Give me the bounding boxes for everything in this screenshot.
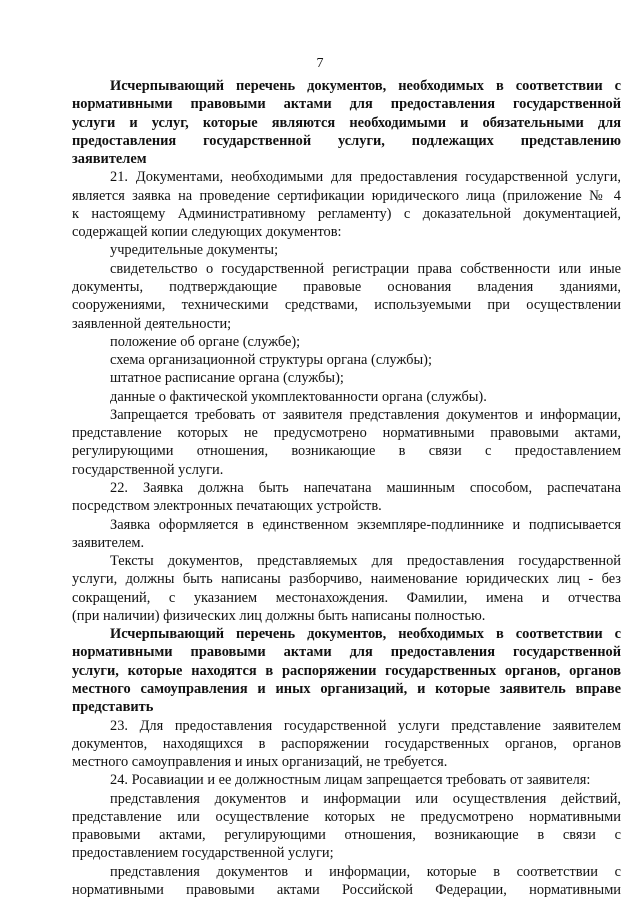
body-text-line: предоставлением государственной услуги; (72, 845, 334, 861)
heading-line: нормативными правовыми актами для предоставления государственной (72, 644, 621, 660)
body-text-line: услуги, должны быть написаны разборчиво, наименование юридических лиц - без (72, 571, 621, 587)
body-text-line: представления документов и информации, которые в соответствии с (110, 864, 621, 880)
body-text-line: Тексты документов, представляемых для предоставления государственной (110, 553, 621, 569)
body-text-line: является заявка на проведение сертификации юридического лица (приложение № 4 (72, 188, 621, 204)
body-text-line: 22. Заявка должна быть напечатана машинным способом, распечатана (110, 480, 621, 496)
heading-line: местного самоуправления и иных организаций, и которые заявитель вправе (72, 681, 621, 697)
body-text-line: данные о фактической укомплектованности органа (службы). (110, 389, 487, 405)
body-text-line: заявителем. (72, 535, 145, 551)
body-text-line: правовыми актами, регулирующими отношения, возникающие в связи с (72, 827, 621, 843)
body-text-line: сооружениями, техническими средствами, используемыми при осуществлении (72, 297, 621, 313)
body-text-line: регулирующими отношения, возникающие в связи с предоставлением (72, 443, 621, 459)
body-text-line: положение об органе (службе); (110, 334, 301, 350)
body-text-line: представление или осуществление которых не предусмотрено нормативными (72, 809, 621, 825)
body-text-line: схема организационной структуры органа (службы); (110, 352, 432, 368)
heading-line: представить (72, 699, 154, 715)
body-text-line: сокращений, с указанием местонахождения. Фамилии, имена и отчества (72, 590, 621, 606)
body-text-line: содержащей копии следующих документов: (72, 224, 342, 240)
body-text-line: 21. Документами, необходимыми для предоставления государственной услуги, (110, 169, 621, 185)
body-text-line: свидетельство о государственной регистрации права собственности или иные (110, 261, 621, 277)
body-text-line: государственной услуги. (72, 462, 224, 478)
body-text-line: Запрещается требовать от заявителя представления документов и информации, (110, 407, 621, 423)
heading-line: Исчерпывающий перечень документов, необходимых в соответствии с (110, 626, 621, 642)
body-text-line: к настоящему Административному регламенту) с доказательной документацией, (72, 206, 621, 222)
body-text-line: учредительные документы; (110, 242, 279, 258)
body-text-line: документов, находящихся в распоряжении государственных органов, органов (72, 736, 621, 752)
body-text-line: представление которых не предусмотрено нормативными правовыми актами, (72, 425, 621, 441)
body-text-line: документы, подтверждающие правовые основания владения зданиями, (72, 279, 621, 295)
heading-line: заявителем (72, 151, 147, 167)
heading-line: услуги и услуг, которые являются необходимыми и обязательными для (72, 115, 621, 131)
body-text-line: 23. Для предоставления государственной услуги представление заявителем (110, 718, 621, 734)
heading-line: Исчерпывающий перечень документов, необходимых в соответствии с (110, 78, 621, 94)
heading-line: нормативными правовыми актами для предоставления государственной (72, 96, 621, 112)
body-text-line: представления документов и информации или осуществления действий, (110, 791, 621, 807)
body-text-line: Заявка оформляется в единственном экземпляре-подлиннике и подписывается (110, 517, 621, 533)
body-text-line: посредством электронных печатающих устройств. (72, 498, 382, 514)
body-text-line: заявленной деятельности; (72, 316, 232, 332)
body-text-line: местного самоуправления и иных организаций, не требуется. (72, 754, 448, 770)
heading-line: услуги, которые находятся в распоряжении государственных органов, органов (72, 663, 621, 679)
body-text-line: 24. Росавиации и ее должностным лицам запрещается требовать от заявителя: (110, 772, 591, 788)
heading-line: предоставления государственной услуги, подлежащих представлению (72, 133, 621, 149)
body-text-line: штатное расписание органа (службы); (110, 370, 344, 386)
body-text-line: нормативными правовыми актами Российской Федерации, нормативными (72, 882, 621, 898)
body-text-line: (при наличии) физических лиц должны быть написаны полностью. (72, 608, 486, 624)
page-number: 7 (316, 56, 324, 71)
